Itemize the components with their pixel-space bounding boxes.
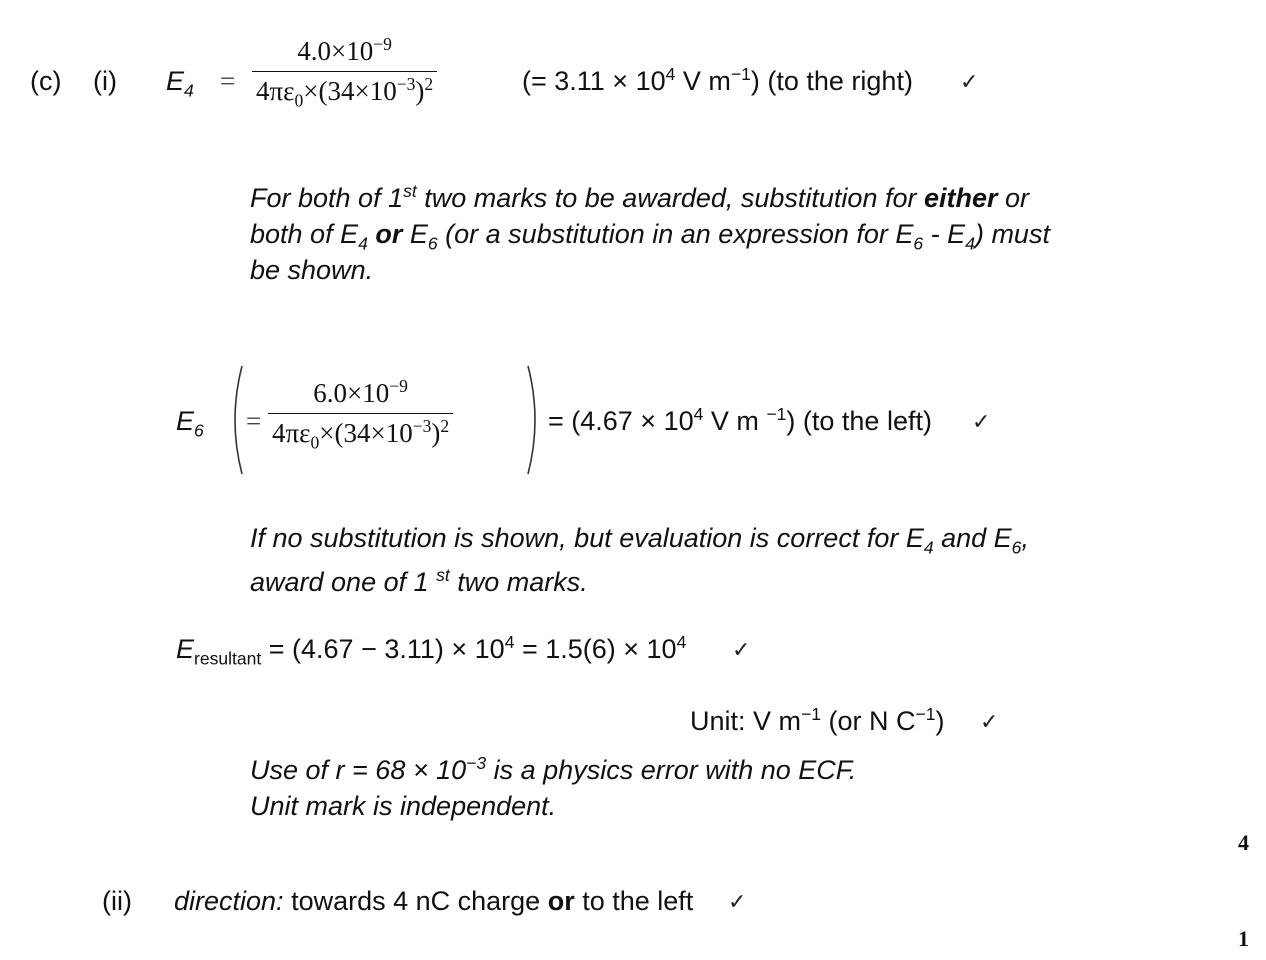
e6-left-paren	[226, 364, 244, 476]
e4-fraction	[252, 34, 437, 111]
e4-equals: =	[220, 66, 236, 96]
sub-part-i-label: (i)	[93, 66, 117, 96]
e4-denominator: $4\pi\varepsilon_0\times(34\times 10^{-3})^2$	[256, 74, 434, 111]
e6-equals: =	[246, 406, 262, 436]
note-substitution	[250, 180, 1050, 288]
e6-fraction-bar	[268, 413, 453, 414]
note-substitution-line-2: both of $E_4$ or $E_6$ (or a substitution in an expression for $E_6 - E_4$) must	[250, 219, 1050, 254]
note-substitution-line-1: For both of 1st two marks to be awarded, substitution for either or	[250, 181, 1030, 213]
note-no-substitution-line-2: award one of 1 $^{st}$ two marks.	[250, 565, 588, 597]
marks-part-ii: 1	[1238, 926, 1249, 951]
unit-line: Unit: V $m^{-1}$ (or N $C^{-1}$)	[690, 704, 945, 736]
e4-fraction-bar	[252, 71, 437, 72]
e4-numerator: $4.0\times 10^{-9}$	[297, 34, 392, 66]
resultant-tick-icon: ✓	[732, 638, 751, 663]
e6-tick-icon: ✓	[972, 410, 991, 435]
direction-tick-icon: ✓	[728, 890, 747, 915]
part-c-label: (c)	[30, 66, 62, 96]
note-substitution-line-3: be shown.	[250, 255, 374, 285]
sub-part-ii-label: (ii)	[102, 886, 132, 916]
e6-fraction	[268, 376, 453, 453]
e4-result: (= $3.11 \times 10^4$ V $m^{-1}$) (to the right)	[522, 64, 913, 96]
e6-numerator: $6.0\times 10^{-9}$	[313, 376, 408, 408]
marks-part-c: 4	[1238, 830, 1249, 855]
note-no-substitution-line-1: If no substitution is shown, but evaluation is correct for $E_4$ and $E_6$,	[250, 523, 1029, 558]
note-physics-error-line-2: Unit mark is independent.	[250, 791, 557, 821]
note-physics-error	[250, 752, 856, 824]
e6-denominator: $4\pi\varepsilon_0\times(34\times 10^{-3})^2$	[272, 416, 450, 453]
unit-tick-icon: ✓	[980, 710, 999, 735]
e4-tick-icon: ✓	[960, 70, 979, 95]
e6-symbol: $E_6$	[176, 406, 204, 441]
e-resultant-line: $E_{resultant} = (4.67 - 3.11) \times 10^4 = 1.5(6) \times 10^4$	[176, 632, 687, 669]
e6-right-paren	[526, 364, 544, 476]
direction-line: direction: towards 4 nC charge or to the left	[174, 886, 694, 916]
note-physics-error-line-1: Use of $r = 68 \times 10^{-3}$ is a physics error with no ECF.	[250, 753, 857, 785]
e6-result: = ($4.67 \times 10^4$ V m $^{-1}$) (to the left)	[548, 404, 932, 436]
note-no-substitution	[250, 516, 1029, 604]
e4-symbol: $E_4$	[166, 66, 194, 101]
